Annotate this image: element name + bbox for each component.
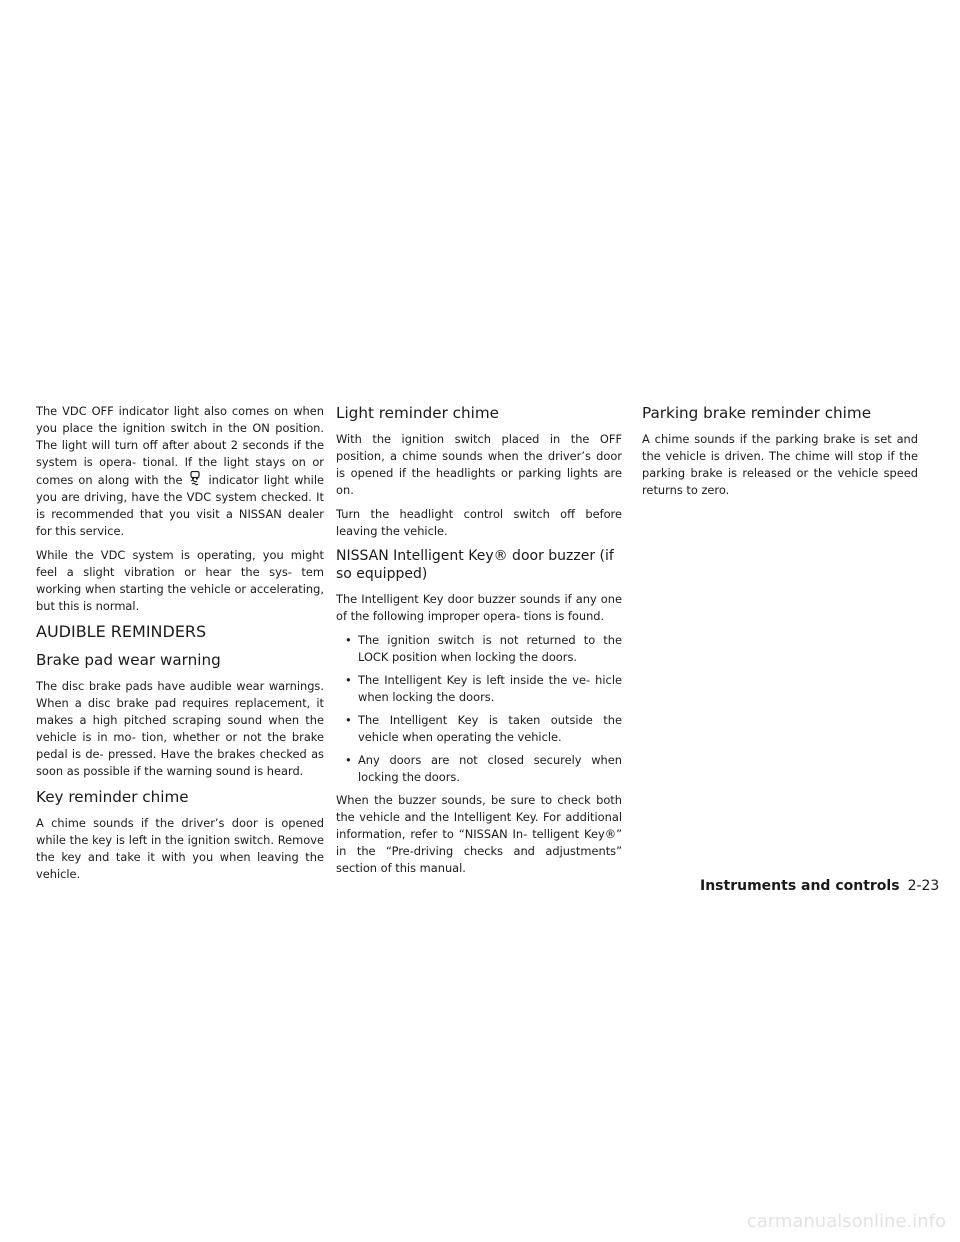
list-item: • The ignition switch is not returned to the LOCK position when locking the doors. xyxy=(345,633,622,664)
section-title: Instruments and controls xyxy=(700,878,900,894)
parking-brake-heading: Parking brake reminder chime xyxy=(642,404,872,422)
bullet-icon: • xyxy=(345,633,352,647)
vdc-off-paragraph xyxy=(36,403,324,540)
audible-reminders-heading: AUDIBLE REMINDERS xyxy=(36,622,207,641)
bullet-icon: • xyxy=(345,753,352,767)
light-reminder-paragraph-1: With the ignition switch placed in the OFF position, a chime sounds when the driver’s door is opened if the headlights or parking lights are on. xyxy=(336,432,622,497)
list-item: • The Intelligent Key is taken outside the vehicle when operating the vehicle. xyxy=(345,713,622,744)
list-item: • The Intelligent Key is left inside the ve- hicle when locking the doors. xyxy=(345,673,622,704)
bullet-icon: • xyxy=(345,713,352,727)
vdc-operating-paragraph: While the VDC system is operating, you might feel a slight vibration or hear the sys- tem working when starting the vehicle or accelerating, but this is normal. xyxy=(36,548,324,613)
page-footer xyxy=(700,876,939,896)
intelligent-key-outro: When the buzzer sounds, be sure to check both the vehicle and the Intelligent Key. For additional information, refer to “NISSAN In- telligent Key®” in the “Pre-driving checks and adjustments” section of this manual. xyxy=(336,793,622,875)
page-number: 2-23 xyxy=(907,878,940,894)
light-reminder-paragraph-2: Turn the headlight control switch off before leaving the vehicle. xyxy=(336,507,622,538)
improper-operations-list xyxy=(336,632,622,786)
vehicle-slip-indicator-icon xyxy=(186,471,204,486)
intelligent-key-intro: The Intelligent Key door buzzer sounds if any one of the following improper opera- tions is found. xyxy=(336,592,622,623)
brake-pad-paragraph: The disc brake pads have audible wear warnings. When a disc brake pad requires replacement, it makes a high pitched scraping sound when the vehicle is in mo- tion, whether or not the brake pedal is de- pressed. Have the brakes checked as soon as possible if the warning sound is heard. xyxy=(36,679,324,778)
key-reminder-heading: Key reminder chime xyxy=(36,788,189,806)
light-reminder-heading: Light reminder chime xyxy=(336,404,500,422)
vdc-off-text-start: The VDC OFF indicator light also comes on when you place the ignition switch in the ON position. The light will turn off after about 2 seconds if the system is opera- tional. If the light stays on or comes on along with the xyxy=(36,404,324,487)
vdc-off-text-end: indicator light while you are driving, have the VDC system checked. It is recommended that you visit a NISSAN dealer for this service. xyxy=(36,473,324,538)
column-middle xyxy=(336,403,622,884)
intelligent-key-heading: NISSAN Intelligent Key® door buzzer (if so equipped) xyxy=(336,548,614,582)
watermark: carmanualsonline.info xyxy=(746,1211,946,1232)
list-item: • Any doors are not closed securely when locking the doors. xyxy=(345,753,622,784)
column-right xyxy=(642,403,918,506)
brake-pad-heading: Brake pad wear warning xyxy=(36,651,221,669)
key-reminder-paragraph: A chime sounds if the driver’s door is opened while the key is left in the ignition switch. Remove the key and take it with you when leaving the vehicle. xyxy=(36,816,324,881)
column-left xyxy=(36,403,324,890)
parking-brake-paragraph: A chime sounds if the parking brake is set and the vehicle is driven. The chime will stop if the parking brake is released or the vehicle speed returns to zero. xyxy=(642,432,918,497)
bullet-icon: • xyxy=(345,673,352,687)
